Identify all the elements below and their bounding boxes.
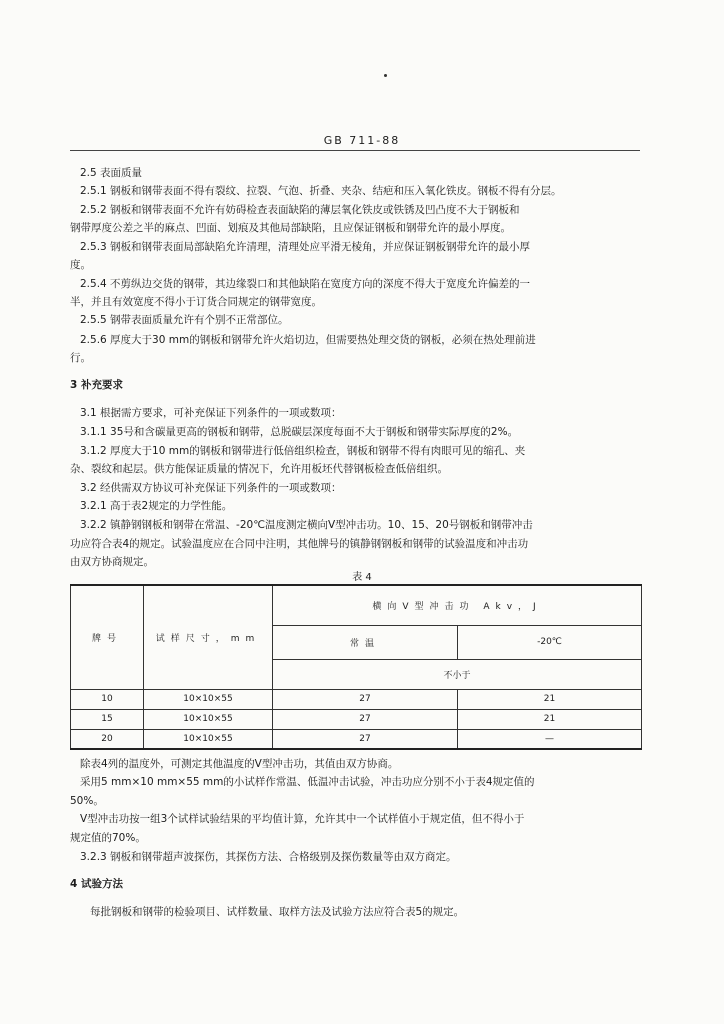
- text-line: 3.1 根据需方要求，可补充保证下列条件的一项或数项：: [80, 407, 342, 419]
- text-line: 半，并且有效宽度不得小于订货合同规定的钢带宽度。: [70, 296, 322, 308]
- text-line: 2.5.3 钢板和钢带表面局部缺陷允许清理，清理处应平滑无棱角，并应保证钢板钢带允许的最小厚: [80, 241, 531, 253]
- header-impact: 横向V型冲击功 Akv，J: [273, 585, 642, 625]
- header-rule: [70, 150, 640, 151]
- scan-speck: [384, 74, 387, 77]
- table-row: 20 10×10×55 27 —: [71, 729, 642, 749]
- text-line: 4 试验方法: [70, 878, 123, 890]
- table-row: 10 10×10×55 27 21: [71, 689, 642, 709]
- table-row: 15 10×10×55 27 21: [71, 709, 642, 729]
- text-line: 每批钢板和钢带的检验项目、试样数量、取样方法及试验方法应符合表5的规定。: [90, 906, 465, 918]
- header-minus20: -20℃: [458, 625, 642, 659]
- text-line: 规定值的70%。: [70, 832, 146, 844]
- header-grade: 牌号: [71, 585, 144, 689]
- text-line: 2.5 表面质量: [80, 167, 143, 179]
- text-line: 钢带厚度公差之半的麻点、凹面、划痕及其他局部缺陷，且应保证钢板和钢带允许的最小厚度。: [70, 222, 511, 234]
- text-line: 功应符合表4的规定。试验温度应在合同中注明，其他牌号的镇静钢钢板和钢带的试验温度和冲击功: [70, 538, 529, 550]
- text-line: 杂、裂纹和起层。供方能保证质量的情况下，允许用板坯代替钢板检查低倍组织。: [70, 463, 448, 475]
- text-line: 采用5 mm×10 mm×55 mm的小试样作常温、低温冲击试验，冲击功应分别不小于表4规定值的: [80, 776, 535, 788]
- header-not-less: 不小于: [273, 659, 642, 689]
- text-line: 2.5.1 钢板和钢带表面不得有裂纹、拉裂、气泡、折叠、夹杂、结疤和压入氧化铁皮。钢板不得有分层。: [80, 185, 562, 197]
- text-line: 50%。: [70, 795, 104, 807]
- text-line: 由双方协商规定。: [70, 556, 154, 568]
- page-header: GB 711-88: [323, 134, 401, 147]
- text-line: 除表4列的温度外，可测定其他温度的V型冲击功，其值由双方协商。: [80, 758, 399, 770]
- impact-table: [70, 584, 642, 750]
- text-line: 行。: [70, 352, 91, 364]
- text-line: 2.5.4 不剪纵边交货的钢带，其边缘裂口和其他缺陷在宽度方向的深度不得大于宽度允许偏差的一: [80, 278, 531, 290]
- text-line: 3.2.2 镇静钢钢板和钢带在常温、-20℃温度测定横向V型冲击功。10、15、20号钢板和钢带冲击: [80, 519, 533, 531]
- text-line: 3.1.2 厚度大于10 mm的钢板和钢带进行低倍组织检查，钢板和钢带不得有肉眼可见的缩孔、夹: [80, 445, 526, 457]
- text-line: 3.2.3 钢板和钢带超声波探伤，其探伤方法、合格级别及探伤数量等由双方商定。: [80, 851, 457, 863]
- text-line: V型冲击功按一组3个试样试验结果的平均值计算，允许其中一个试样值小于规定值，但不得小于: [80, 813, 525, 825]
- table-title: 表 4: [352, 572, 372, 583]
- text-line: 2.5.6 厚度大于30 mm的钢板和钢带允许火焰切边，但需要热处理交货的钢板，必须在热处理前进: [80, 334, 536, 346]
- text-line: 2.5.5 钢带表面质量允许有个别不正常部位。: [80, 314, 289, 326]
- text-line: 3.1.1 35号和含碳量更高的钢板和钢带，总脱碳层深度每面不大于钢板和钢带实际厚度的2%。: [80, 426, 519, 438]
- text-line: 3.2 经供需双方协议可补充保证下列条件的一项或数项：: [80, 482, 342, 494]
- text-line: 3.2.1 高于表2规定的力学性能。: [80, 500, 233, 512]
- text-line: 度。: [70, 259, 91, 271]
- header-normal: 常温: [273, 625, 458, 659]
- header-size: 试样尺寸，mm: [144, 585, 273, 689]
- text-line: 3 补充要求: [70, 379, 123, 391]
- text-line: 2.5.2 钢板和钢带表面不允许有妨碍检查表面缺陷的薄层氧化铁皮或铁锈及凹凸度不大于钢板和: [80, 204, 520, 216]
